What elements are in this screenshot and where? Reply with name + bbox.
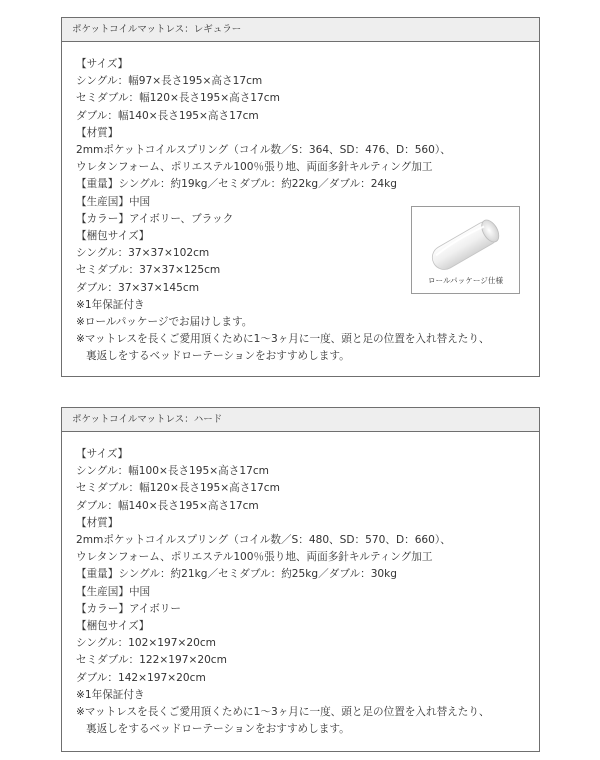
spec-line-rotation-note: ※マットレスを長くご愛用頂くために1〜3ヶ月に一度、頭と足の位置を入れ替えたり、	[76, 706, 490, 719]
spec-line-package-heading: 【梱包サイズ】	[76, 620, 150, 633]
spec-line-color: 【カラー】アイボリー、ブラック	[76, 212, 234, 225]
figure-caption: ロールパッケージ仕様	[427, 276, 504, 285]
spec-line-weight: 【重量】シングル：約21kg／セミダブル：約25kg／ダブル：30kg	[76, 568, 398, 581]
spec-line-material-coil: 2mmポケットコイルスプリング（コイル数／S：364、SD：476、D：560）、	[76, 144, 451, 157]
spec-line-size-single: シングル：幅100×長さ195×高さ17cm	[76, 465, 269, 478]
spec-line-material-heading: 【材質】	[76, 516, 119, 529]
spec-line-material-fabric: ウレタンフォーム、ポリエステル100％張り地、両面多針キルティング加工	[76, 551, 433, 564]
spec-line-size-semidouble: セミダブル：幅120×長さ195×高さ17cm	[76, 92, 280, 105]
roll-package-figure	[411, 206, 520, 294]
spec-line-rotation-note-cont: 裏返しをするベッドローテーションをおすすめします。	[86, 723, 350, 736]
spec-line-package-double: ダブル：37×37×145cm	[76, 281, 200, 294]
spec-line-weight: 【重量】シングル：約19kg／セミダブル：約22kg／ダブル：24kg	[76, 178, 398, 191]
spec-line-size-single: シングル：幅97×長さ195×高さ17cm	[76, 75, 263, 88]
spec-line-size-double: ダブル：幅140×長さ195×高さ17cm	[76, 499, 259, 512]
spec-line-material-coil: 2mmポケットコイルスプリング（コイル数／S：480、SD：570、D：660）、	[76, 534, 451, 547]
spec-line-color: 【カラー】アイボリー	[76, 602, 181, 615]
spec-line-material-heading: 【材質】	[76, 126, 119, 139]
spec-panel-hard	[61, 407, 540, 752]
spec-line-roll-package: ※ロールパッケージでお届けします。	[76, 316, 253, 329]
spec-line-package-double: ダブル：142×197×20cm	[76, 671, 206, 684]
spec-line-size-double: ダブル：幅140×長さ195×高さ17cm	[76, 109, 259, 122]
spec-line-package-semidouble: セミダブル：37×37×125cm	[76, 264, 221, 277]
spec-line-size-heading: 【サイズ】	[76, 58, 129, 70]
spec-line-origin: 【生産国】中国	[76, 585, 151, 598]
spec-line-origin: 【生産国】中国	[76, 195, 151, 208]
panel-title: ポケットコイルマットレス：レギュラー	[62, 18, 539, 42]
spec-line-package-single: シングル：102×197×20cm	[76, 637, 216, 650]
spec-line-package-semidouble: セミダブル：122×197×20cm	[76, 654, 227, 667]
spec-line-size-heading: 【サイズ】	[76, 448, 129, 460]
spec-line-package-heading: 【梱包サイズ】	[76, 230, 150, 243]
spec-list	[62, 432, 539, 738]
spec-line-rotation-note: ※マットレスを長くご愛用頂くために1〜3ヶ月に一度、頭と足の位置を入れ替えたり、	[76, 333, 490, 346]
panel-title: ポケットコイルマットレス：ハード	[62, 408, 539, 432]
spec-line-size-semidouble: セミダブル：幅120×長さ195×高さ17cm	[76, 482, 280, 495]
spec-line-warranty: ※1年保証付き	[76, 688, 145, 701]
rolled-mattress-image	[421, 213, 511, 273]
spec-line-rotation-note-cont: 裏返しをするベッドローテーションをおすすめします。	[86, 350, 350, 363]
spec-list	[62, 42, 539, 366]
spec-line-material-fabric: ウレタンフォーム、ポリエステル100％張り地、両面多針キルティング加工	[76, 161, 433, 174]
spec-panel-regular	[61, 17, 540, 377]
spec-line-warranty: ※1年保証付き	[76, 298, 145, 311]
spec-line-package-single: シングル：37×37×102cm	[76, 247, 210, 260]
